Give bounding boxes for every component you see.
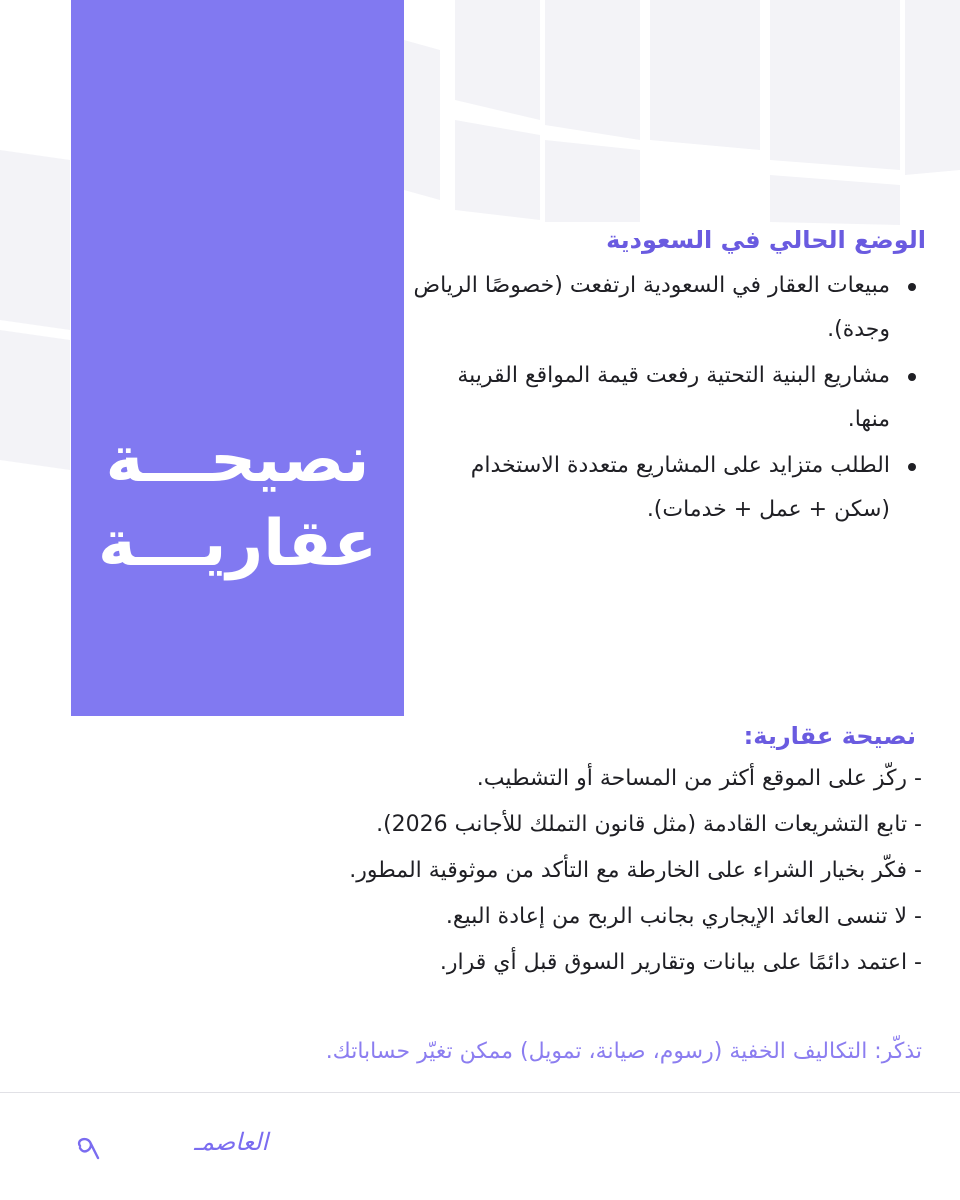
- list-item-text: الطلب متزايد على المشاريع متعددة الاستخدام (سكن + عمل + خدمات).: [470, 453, 890, 522]
- current-situation-list: [410, 264, 926, 532]
- panel-title: [71, 418, 404, 586]
- panel-title-line-1: نصيحـــة: [105, 423, 370, 497]
- logo-text: العاصمـ: [194, 1128, 269, 1156]
- advice-line: - تابع التشريعات القادمة (مثل قانون التملك للأجانب 2026).: [376, 812, 922, 837]
- advice-heading: نصيحة عقارية:: [743, 722, 916, 750]
- footer-divider: [0, 1092, 960, 1093]
- reminder-note: تذكّر: التكاليف الخفية (رسوم، صيانة، تمويل) ممكن تغيّر حساباتك.: [325, 1039, 922, 1064]
- bullet-icon: [908, 283, 916, 291]
- current-situation-heading: الوضع الحالي في السعودية: [606, 226, 926, 254]
- bullet-icon: [908, 373, 916, 381]
- advice-line: - اعتمد دائمًا على بيانات وتقارير السوق قبل أي قرار.: [439, 950, 922, 975]
- list-item: [410, 354, 926, 442]
- panel-title-line-2: عقاريـــة: [97, 507, 378, 581]
- list-item-text: مشاريع البنية التحتية رفعت قيمة المواقع القريبة منها.: [457, 363, 890, 432]
- advice-line: - ركّز على الموقع أكثر من المساحة أو التشطيب.: [476, 766, 922, 791]
- advice-line: - فكّر بخيار الشراء على الخارطة مع التأكد من موثوقية المطور.: [349, 858, 922, 883]
- current-situation-section: [410, 220, 926, 534]
- list-item: [410, 444, 926, 532]
- bullet-icon: [908, 463, 916, 471]
- list-item-text: مبيعات العقار في السعودية ارتفعت (خصوصًا الرياض وجدة).: [413, 273, 890, 342]
- title-panel: [71, 0, 404, 716]
- list-item: [410, 264, 926, 352]
- brand-logo: [72, 1118, 269, 1168]
- advice-line: - لا تنسى العائد الإيجاري بجانب الربح من إعادة البيع.: [445, 904, 922, 929]
- advice-section: [200, 716, 922, 986]
